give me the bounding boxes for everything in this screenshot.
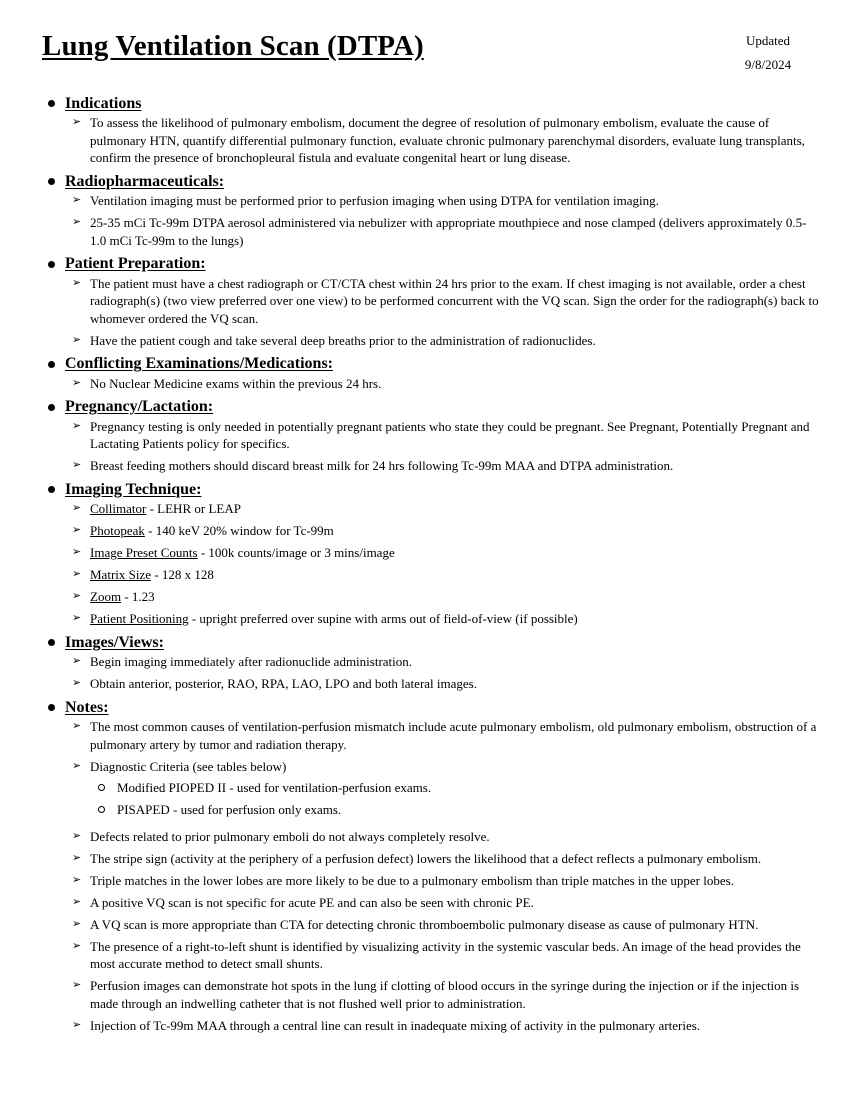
section-conflicting-examinations (44, 354, 819, 393)
item-label: Zoom (90, 589, 122, 604)
item-text (90, 938, 819, 973)
arrow-bullet-icon: ➢ (72, 1018, 82, 1031)
item-text (90, 1017, 819, 1035)
section-heading (44, 171, 819, 192)
item-list (44, 275, 819, 350)
item-body: Diagnostic Criteria (see tables below) (90, 758, 287, 774)
list-item (72, 675, 819, 693)
arrow-bullet-icon: ➢ (72, 419, 82, 432)
item-body: Perfusion images can demonstrate hot spots in the lung if clotting of blood occurs in the syringe during the injection or if the injection is made through an indwelling catheter that is not flushed well prior to administration. (90, 978, 800, 1011)
section-title: Imaging Technique: (65, 480, 202, 498)
item-text (90, 214, 819, 249)
arrow-bullet-icon: ➢ (72, 194, 82, 206)
item-label: Patient Positioning (90, 611, 189, 626)
list-item (72, 653, 819, 671)
updated-stamp (738, 29, 798, 77)
item-body: Defects related to prior pulmonary emboli do not always completely resolve. (90, 828, 490, 844)
arrow-bullet-icon: ➢ (72, 851, 82, 864)
item-label: Image Preset Counts (90, 545, 198, 560)
bullet-icon (48, 639, 55, 646)
section-heading (44, 632, 819, 653)
arrow-bullet-icon: ➢ (72, 216, 82, 228)
arrow-bullet-icon: ➢ (72, 116, 82, 128)
section-heading (44, 93, 819, 114)
item-text (90, 610, 819, 628)
arrow-bullet-icon: ➢ (72, 612, 82, 624)
arrow-bullet-icon: ➢ (72, 459, 82, 471)
item-body: To assess the likelihood of pulmonary embolism, document the degree of resolution of pulmonary embolism, evaluate the cause of pulmonary HTN, quantify differential pulmonary function, evaluate chronic pulmonary parenchymal disorders, evaluate lung transplants, confirm the presence of bronchopleural fistula and evaluate congenital heart or lung disease. (90, 115, 805, 165)
item-body: - 140 keV 20% window for Tc-99m (144, 523, 334, 538)
page-title: Lung Ventilation Scan (DTPA) (42, 30, 424, 62)
list-item (72, 375, 819, 393)
list-item (72, 114, 819, 167)
bullet-icon (48, 361, 55, 368)
list-item (72, 916, 819, 934)
section-title: Patient Preparation: (65, 255, 206, 272)
subitem-list (90, 779, 819, 819)
item-body: 25-35 mCi Tc-99m DTPA aerosol administered via nebulizer with appropriate mouthpiece and nose clamped (delivers approximately 0.5-1.0 mCi Tc-99m to the lungs) (90, 215, 807, 248)
item-body: A VQ scan is more appropriate than CTA for detecting chronic thromboembolic pulmonary disease as cause of pulmonary HTN. (90, 916, 759, 932)
item-text (90, 457, 819, 475)
item-text (90, 916, 819, 934)
section-notes (44, 697, 819, 1034)
item-body: Triple matches in the lower lobes are more likely to be due to a pulmonary embolism than triple matches in the upper lobes. (90, 872, 734, 888)
arrow-bullet-icon: ➢ (72, 568, 82, 580)
item-label: Photopeak (90, 523, 145, 538)
item-body: Ventilation imaging must be performed prior to perfusion imaging when using DTPA for ventilation imaging. (90, 193, 659, 208)
list-item (72, 758, 819, 824)
arrow-bullet-icon: ➢ (72, 502, 82, 514)
list-item (72, 850, 819, 868)
section-indications (44, 93, 819, 167)
list-item (72, 610, 819, 628)
item-list (44, 500, 819, 628)
item-text (90, 375, 819, 393)
section-heading (44, 697, 819, 718)
item-text (90, 566, 819, 584)
item-body: - 100k counts/image or 3 mins/image (197, 545, 395, 560)
item-label: Matrix Size (90, 567, 152, 582)
list-item (72, 275, 819, 328)
bullet-icon (48, 486, 55, 493)
subitem-text: PISAPED - used for perfusion only exams. (117, 802, 342, 817)
list-item (72, 500, 819, 518)
item-body: A positive VQ scan is not specific for acute PE and can also be seen with chronic PE. (90, 894, 534, 910)
arrow-bullet-icon: ➢ (72, 979, 82, 991)
list-item (72, 938, 819, 973)
bullet-icon (48, 178, 55, 185)
item-text (90, 332, 819, 350)
arrow-bullet-icon: ➢ (72, 376, 82, 389)
item-body: The patient must have a chest radiograph or CT/CTA chest within 24 hrs prior to the exam. If chest imaging is not available, order a chest radiograph(s) (two view preferred over one view) to be performed concurrent with the VQ scan. Sign the order for the radiograph(s) back to whomever ordered the VQ scan. (90, 275, 819, 326)
list-item (72, 894, 819, 912)
section-title: Conflicting Examinations/Medications: (65, 355, 334, 372)
arrow-bullet-icon: ➢ (72, 829, 82, 842)
arrow-bullet-icon: ➢ (72, 895, 82, 908)
section-title: Notes: (65, 698, 109, 716)
item-text (90, 500, 819, 518)
section-title: Pregnancy/Lactation: (65, 398, 214, 415)
circle-bullet-icon (98, 806, 105, 813)
arrow-bullet-icon: ➢ (72, 333, 82, 346)
subitem-text: Modified PIOPED II - used for ventilation-perfusion exams. (117, 780, 432, 795)
item-text (90, 850, 819, 868)
item-text (90, 675, 819, 693)
item-body: - 1.23 (121, 589, 155, 604)
section-images-views (44, 632, 819, 693)
item-body: - upright preferred over supine with arms out of field-of-view (if possible) (188, 611, 578, 626)
list-item (72, 214, 819, 249)
section-imaging-technique (44, 479, 819, 628)
item-body: - 128 x 128 (151, 567, 214, 582)
circle-bullet-icon (98, 784, 105, 791)
list-item (72, 872, 819, 890)
item-body: - LEHR or LEAP (146, 501, 241, 516)
bullet-icon (48, 100, 55, 107)
item-text (90, 418, 819, 453)
arrow-bullet-icon: ➢ (72, 655, 82, 667)
section-title: Images/Views: (65, 633, 164, 651)
arrow-bullet-icon: ➢ (72, 524, 82, 536)
sub-list-item (98, 779, 819, 797)
item-text (90, 872, 819, 890)
item-text (90, 894, 819, 912)
item-body: Breast feeding mothers should discard breast milk for 24 hrs following Tc-99m MAA and DTPA administration. (90, 458, 674, 473)
item-body: The presence of a right-to-left shunt is identified by visualizing activity in the systemic vascular beds. An image of the head provides the most accurate method to detect small shunts. (90, 938, 801, 971)
section-title: Radiopharmaceuticals: (65, 172, 225, 190)
item-list (44, 718, 819, 1034)
item-body: Injection of Tc-99m MAA through a central line can result in inadequate mixing of activity in the pulmonary arteries. (90, 1017, 701, 1033)
item-body: Begin imaging immediately after radionuclide administration. (90, 654, 413, 669)
list-item (72, 522, 819, 540)
item-text (90, 588, 819, 606)
updated-label: Updated (745, 33, 791, 48)
bullet-icon (48, 404, 55, 411)
section-heading (44, 479, 819, 500)
section-radiopharmaceuticals (44, 171, 819, 249)
item-text (90, 653, 819, 671)
sub-list-item (98, 801, 819, 819)
item-text (90, 758, 819, 824)
list-item (72, 977, 819, 1012)
item-text (90, 718, 819, 753)
bullet-icon (48, 704, 55, 711)
item-list (44, 418, 819, 475)
section-patient-preparation (44, 254, 819, 350)
list-item (72, 588, 819, 606)
item-text (90, 522, 819, 540)
list-item (72, 192, 819, 210)
item-body: Obtain anterior, posterior, RAO, RPA, LAO, LPO and both lateral images. (90, 676, 477, 691)
list-item (72, 544, 819, 562)
arrow-bullet-icon: ➢ (72, 720, 82, 732)
section-heading (44, 397, 819, 418)
arrow-bullet-icon: ➢ (72, 590, 82, 602)
item-text (90, 192, 819, 210)
item-body: The most common causes of ventilation-perfusion mismatch include acute pulmonary embolism, old pulmonary embolism, obstruction of a pulmonary artery by tumor and radiation therapy. (90, 719, 817, 752)
item-text (90, 114, 819, 167)
arrow-bullet-icon: ➢ (72, 873, 82, 886)
item-list (44, 192, 819, 249)
item-text (90, 828, 819, 846)
arrow-bullet-icon: ➢ (72, 759, 82, 772)
arrow-bullet-icon: ➢ (72, 939, 82, 952)
list-item (72, 566, 819, 584)
list-item (72, 718, 819, 753)
section-pregnancy-lactation (44, 397, 819, 475)
item-label: Collimator (90, 501, 147, 516)
arrow-bullet-icon: ➢ (72, 677, 82, 689)
item-list (44, 375, 819, 393)
updated-date: 9/8/2024 (744, 57, 792, 72)
item-text (90, 977, 819, 1012)
section-title: Indications (65, 94, 142, 112)
arrow-bullet-icon: ➢ (72, 917, 82, 930)
item-body: Pregnancy testing is only needed in potentially pregnant patients who state they could be pregnant. See Pregnant, Potentially Pregnant and Lactating Patients policy for specifics. (90, 418, 810, 451)
item-text (90, 544, 819, 562)
section-heading (44, 354, 819, 375)
item-list (44, 114, 819, 167)
arrow-bullet-icon: ➢ (72, 276, 82, 289)
item-body: The stripe sign (activity at the periphery of a perfusion defect) lowers the likelihood that a defect reflects a pulmonary embolism. (90, 850, 762, 866)
item-text (90, 275, 819, 328)
document-body (44, 93, 819, 1039)
item-body: Have the patient cough and take several deep breaths prior to the administration of radionuclides. (90, 332, 596, 348)
list-item (72, 828, 819, 846)
section-heading (44, 254, 819, 275)
list-item (72, 457, 819, 475)
list-item (72, 418, 819, 453)
item-list (44, 653, 819, 693)
item-body: No Nuclear Medicine exams within the previous 24 hrs. (90, 375, 382, 391)
bullet-icon (48, 261, 55, 268)
list-item (72, 332, 819, 350)
arrow-bullet-icon: ➢ (72, 546, 82, 558)
list-item (72, 1017, 819, 1035)
